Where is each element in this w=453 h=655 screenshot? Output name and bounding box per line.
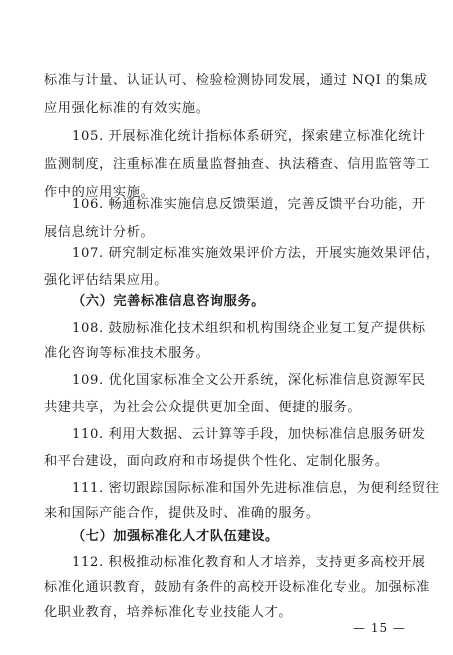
body-text-line: 展信息统计分析。 bbox=[44, 225, 155, 240]
body-text-line: 标准与计量、认证认可、检验检测协同发展，通过 NQI 的集成 bbox=[44, 73, 428, 88]
body-text-line: 标准化通识教育，鼓励有条件的高校开设标准化专业。加强标准 bbox=[44, 580, 431, 595]
body-text-line: 监测制度，注重标准在质量监督抽查、执法稽查、信用监管等工 bbox=[44, 157, 431, 172]
item-106-line: 106. 畅通标准实施信息反馈渠道，完善反馈平台功能，开 bbox=[72, 197, 426, 212]
body-text-line: 来和国际产能合作，提供及时、准确的服务。 bbox=[44, 506, 320, 521]
item-112-line: 112. 积极推动标准化教育和人才培养，支持更多高校开展 bbox=[72, 555, 426, 570]
body-text-line: 应用强化标准的有效实施。 bbox=[44, 101, 210, 116]
body-text-line: 强化评估结果应用。 bbox=[44, 273, 169, 288]
page-number: — 15 — bbox=[353, 621, 406, 635]
item-108-line: 108. 鼓励标准化技术组织和机构围绕企业复工复产提供标 bbox=[72, 321, 426, 336]
section-heading-7: （七）加强标准化人才队伍建设。 bbox=[72, 529, 279, 544]
body-text-line: 和平台建设，面向政府和市场提供个性化、定制化服务。 bbox=[44, 454, 389, 469]
body-text-line: 共建共享，为社会公众提供更加全面、便捷的服务。 bbox=[44, 400, 362, 415]
item-105-line: 105. 开展标准化统计指标体系研究，探索建立标准化统计 bbox=[72, 129, 426, 144]
item-109-line: 109. 优化国家标准全文公开系统，深化标准信息资源军民 bbox=[72, 373, 426, 388]
section-heading-6: （六）完善标准信息咨询服务。 bbox=[72, 294, 266, 309]
item-110-line: 110. 利用大数据、云计算等手段，加快标准信息服务研发 bbox=[72, 427, 426, 442]
body-text-line: 化职业教育，培养标准化专业技能人才。 bbox=[44, 605, 293, 620]
item-111-line: 111. 密切跟踪国际标准和国外先进标准信息，为便利经贸往 bbox=[72, 481, 440, 496]
body-text-line: 作中的应用实施。 bbox=[44, 185, 155, 200]
item-107-line: 107. 研究制定标准实施效果评价方法，开展实施效果评估， bbox=[72, 246, 440, 261]
body-text-line: 准化咨询等标准技术服务。 bbox=[44, 346, 210, 361]
